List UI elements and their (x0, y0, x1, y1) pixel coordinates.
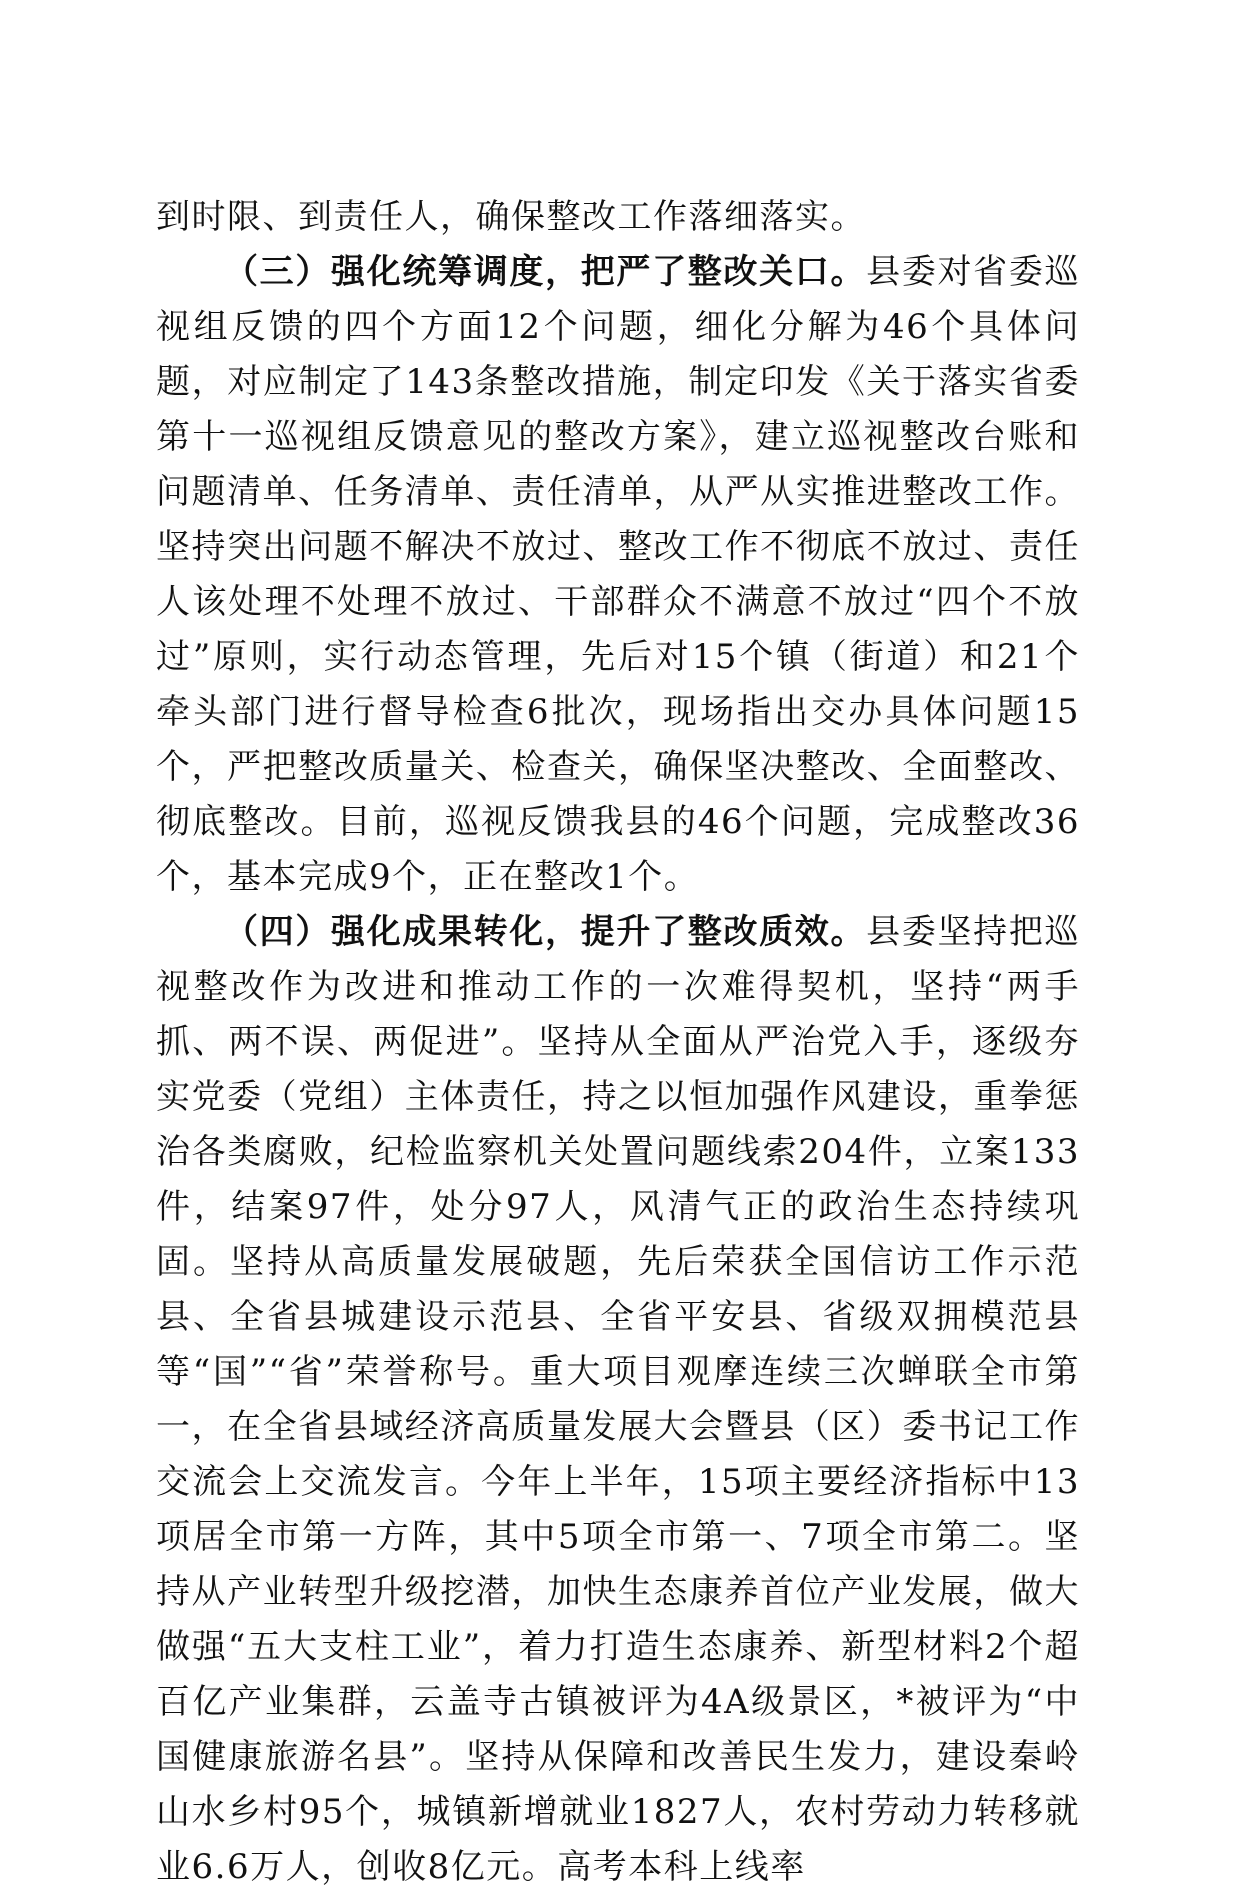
paragraph-text: 县委坚持把巡视整改作为改进和推动工作的一次难得契机，坚持“两手抓、两不误、两促进”。坚持从全面从严治党入手，逐级夯实党委（党组）主体责任，持之以恒加强作风建设，重拳惩治各类腐败，纪检监察机关处置问题线索204件，立案133件，结案97件，处分97人，风清气正的政治生态持续巩固。坚持从高质量发展破题，先后荣获全国信访工作示范县、全省县城建设示范县、全省平安县、省级双拥模范县等“国”“省”荣誉称号。重大项目观摩连续三次蝉联全市第一，在全省县域经济高质量发展大会暨县（区）委书记工作交流会上交流发言。今年上半年，15项主要经济指标中13项居全市第一方阵，其中5项全市第一、7项全市第二。坚持从产业转型升级挖潜，加快生态康养首位产业发展，做大做强“五大支柱工业”，着力打造生态康养、新型材料2个超百亿产业集群，云盖寺古镇被评为4A级景区，*被评为“中国健康旅游名县”。坚持从保障和改善民生发力，建设秦岭山水乡村95个，城镇新增就业1827人，农村劳动力转移就业6.6万人，创收8亿元。高考本科上线率 (156, 912, 1081, 1887)
paragraph-text: 到时限、到责任人，确保整改工作落细落实。 (156, 197, 866, 237)
document-page (156, 190, 1080, 1895)
paragraph-continuation (156, 190, 1080, 245)
paragraph-section-three (156, 245, 1080, 905)
section-heading-four: （四）强化成果转化，提升了整改质效。 (224, 912, 867, 952)
section-heading-three: （三）强化统筹调度，把严了整改关口。 (224, 252, 867, 292)
paragraph-text: 县委对省委巡视组反馈的四个方面12个问题，细化分解为46个具体问题，对应制定了143条整改措施，制定印发《关于落实省委第十一巡视组反馈意见的整改方案》，建立巡视整改台账和问题清单、任务清单、责任清单，从严从实推进整改工作。坚持突出问题不解决不放过、整改工作不彻底不放过、责任人该处理不处理不放过、干部群众不满意不放过“四个不放过”原则，实行动态管理，先后对15个镇（街道）和21个牵头部门进行督导检查6批次，现场指出交办具体问题15个，严把整改质量关、检查关，确保坚决整改、全面整改、彻底整改。目前，巡视反馈我县的46个问题，完成整改36个，基本完成9个，正在整改1个。 (156, 252, 1081, 897)
paragraph-section-four (156, 905, 1080, 1895)
